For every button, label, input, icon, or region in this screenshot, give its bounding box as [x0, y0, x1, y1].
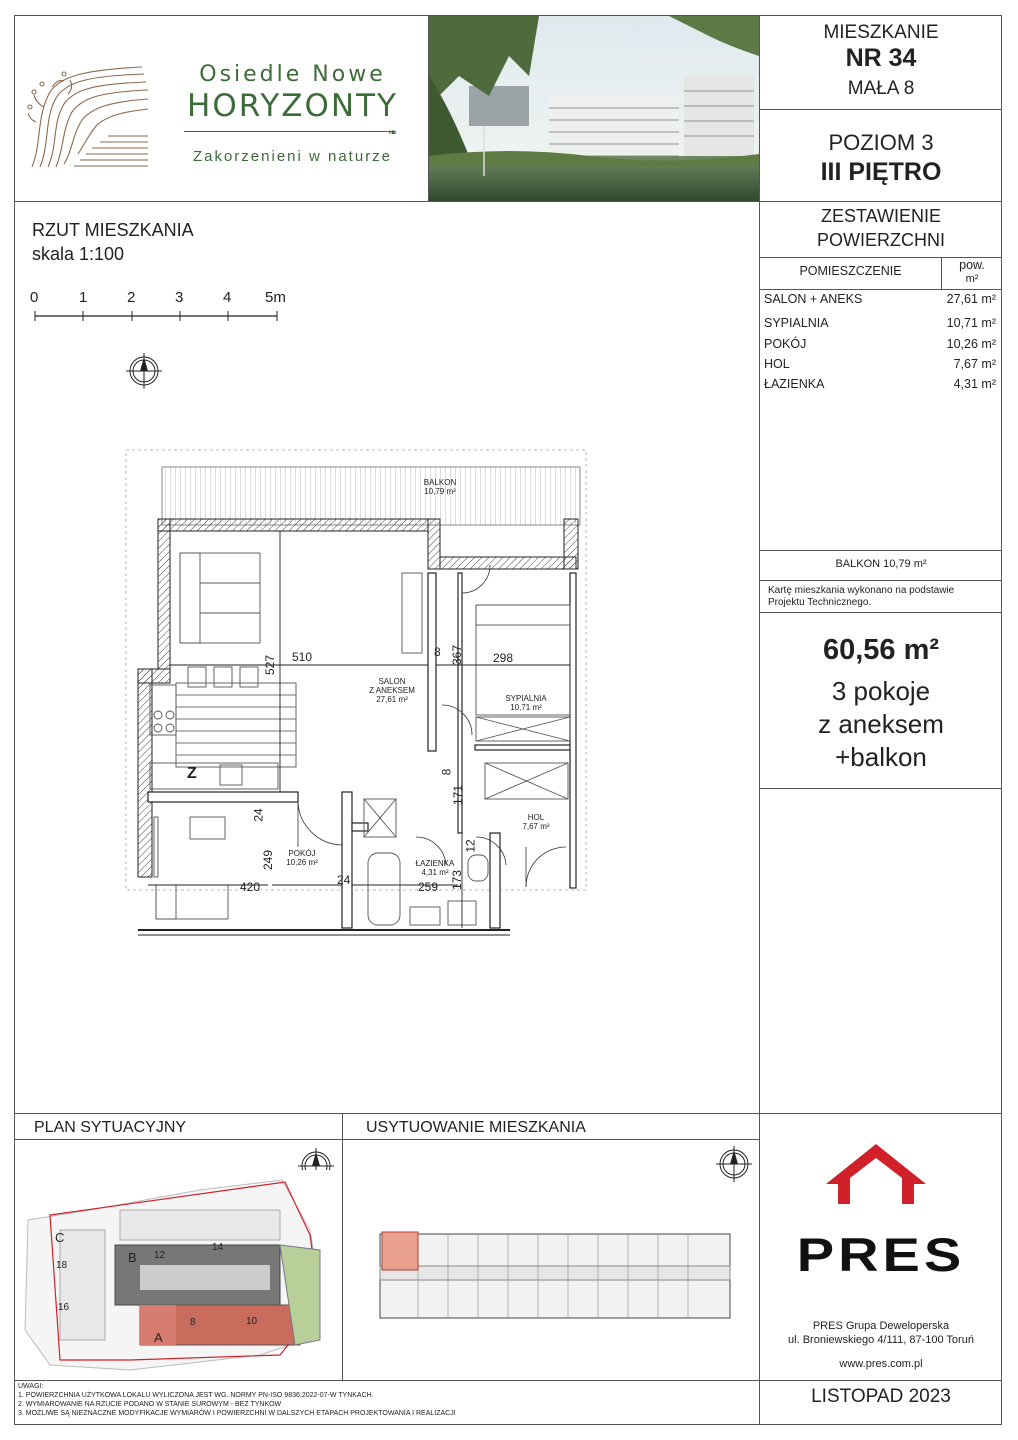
label-lazienka: ŁAZIENKA	[415, 859, 455, 868]
note-item: 2. WYMIAROWANIE NA RZUCIE PODANO W STANIE SUROWYM - BEZ TYNKÓW	[18, 1401, 282, 1408]
plan-title: RZUT MIESZKANIA	[32, 220, 194, 240]
brand-line2: HORYZONTY	[187, 88, 398, 124]
divider	[759, 289, 1002, 290]
label-salon: SALON	[378, 677, 406, 686]
room-name: SYPIALNIA	[764, 316, 829, 330]
project-note: Kartę mieszkania wykonano na podstawie Projektu Technicznego.	[768, 585, 955, 608]
room-name: HOL	[764, 357, 790, 371]
rooms-line3: +balkon	[835, 742, 927, 772]
room-area: 4,31 m²	[953, 377, 996, 391]
scale-tick: 4	[223, 289, 232, 306]
site-plan-title: PLAN SYTUACYJNY	[34, 1119, 187, 1136]
building-photo	[429, 16, 759, 201]
apartment-floor: III PIĘTRO	[820, 158, 942, 186]
floor-plan	[120, 445, 595, 940]
summary-title-1: ZESTAWIENIE	[820, 206, 941, 226]
site-label: 8	[190, 1317, 196, 1328]
divider	[14, 1139, 760, 1140]
building-floor-plan	[378, 1226, 732, 1322]
col-room-header: POMIESZCZENIE	[799, 264, 902, 278]
scale-tick: 0	[30, 289, 39, 306]
dim-label: 24	[337, 873, 351, 887]
divider	[14, 201, 760, 202]
dim-label: 24	[251, 808, 266, 822]
house-logo-icon	[818, 1140, 934, 1206]
divider	[342, 1113, 343, 1380]
scale-tick: 3	[175, 289, 184, 306]
dim-label: 420	[240, 880, 261, 894]
label-lazienka-area: 4,31 m²	[421, 868, 449, 877]
divider	[759, 788, 1002, 789]
room-area: 27,61 m²	[946, 292, 996, 306]
label-pokoj-area: 10,26 m²	[286, 858, 318, 867]
fridge-label: Z	[187, 765, 197, 782]
site-label: C	[55, 1230, 65, 1245]
leaf-icon: ❧	[388, 127, 398, 139]
company-web[interactable]: www.pres.com.pl	[839, 1358, 923, 1370]
brand-underline	[184, 131, 396, 132]
site-label: 10	[246, 1316, 258, 1327]
apartment-label: MIESZKANIE	[823, 22, 939, 43]
total-area: 60,56 m²	[822, 634, 940, 666]
document-date: LISTOPAD 2023	[811, 1386, 951, 1407]
site-label: 16	[58, 1302, 70, 1313]
brand-tagline: Zakorzenieni w naturze	[192, 148, 393, 165]
dim-label: 510	[292, 650, 313, 664]
divider	[14, 1380, 760, 1381]
plan-scale: skala 1:100	[32, 244, 125, 264]
divider	[759, 1380, 1002, 1381]
rooms-line1: 3 pokoje	[831, 676, 931, 706]
rooms-line2: z aneksem	[818, 709, 944, 739]
summary-title-2: POWIERZCHNI	[817, 230, 945, 250]
scale-bar	[30, 308, 282, 324]
site-label: 12	[154, 1250, 166, 1261]
room-name: ŁAZIENKA	[764, 377, 825, 391]
scale-tick: 1	[79, 289, 88, 306]
brand-line1: Osiedle Nowe	[199, 62, 386, 87]
divider	[759, 109, 1002, 110]
dim-label: 8	[434, 645, 441, 659]
room-area: 10,26 m²	[946, 337, 996, 351]
company-logo: PRES	[796, 1227, 966, 1282]
label-hol: HOL	[527, 813, 545, 822]
tree-logo-icon	[22, 62, 162, 172]
notes-title: UWAGI:	[18, 1383, 44, 1390]
label-balkon: BALKON	[423, 478, 457, 487]
label-pokoj: POKÓJ	[288, 849, 316, 858]
north-arrow-icon	[716, 1146, 752, 1182]
balcony-area: BALKON 10,79 m²	[835, 558, 927, 570]
site-plan-map	[20, 1170, 338, 1380]
scale-tick: 2	[127, 289, 136, 306]
scale-tick: 5m	[265, 289, 286, 306]
label-salon-area: 27,61 m²	[376, 695, 408, 704]
dim-label: 527	[263, 654, 278, 676]
label-salon-2: Z ANEKSEM	[369, 686, 415, 695]
apartment-level: POZIOM 3	[828, 130, 934, 155]
label-balkon-area: 10,79 m²	[424, 487, 456, 496]
dim-label: 249	[261, 849, 276, 871]
label-hol-area: 7,67 m²	[522, 822, 550, 831]
note-item: 1. POWIERZCHNIA UŻYTKOWA LOKALU WYLICZONA JEST WG. NORMY PN-ISO 9836:2022-07-W TYNKACH.	[18, 1392, 374, 1399]
apartment-number: NR 34	[845, 44, 917, 72]
room-area: 10,71 m²	[946, 316, 996, 330]
site-label: A	[154, 1330, 163, 1345]
location-title: USYTUOWANIE MIESZKANIA	[366, 1119, 586, 1136]
dim-label: 8	[439, 768, 454, 776]
divider	[759, 580, 1002, 581]
company-address: ul. Broniewskiego 4/111, 87-100 Toruń	[788, 1334, 974, 1346]
divider	[759, 612, 1002, 613]
dim-label: 298	[493, 651, 514, 665]
apartment-street: MAŁA 8	[847, 78, 915, 99]
dim-label: 173	[450, 869, 465, 891]
room-name: POKÓJ	[764, 337, 807, 351]
col-area-header-2: m²	[965, 273, 979, 285]
room-area: 7,67 m²	[953, 357, 996, 371]
divider	[759, 201, 1002, 202]
company-name: PRES Grupa Deweloperska	[812, 1320, 950, 1332]
divider	[759, 550, 1002, 551]
divider	[14, 1113, 1002, 1114]
site-label: B	[128, 1250, 137, 1265]
site-label: 14	[212, 1242, 224, 1253]
site-label: 18	[56, 1260, 68, 1271]
label-sypialnia-area: 10,71 m²	[510, 703, 542, 712]
label-sypialnia: SYPIALNIA	[505, 694, 547, 703]
note-item: 3. MOŻLIWE SĄ NIEZNACZNE MODYFIKACJE WYMIARÓW I POWIERZCHNI W DALSZYCH ETAPACH PROJEKTOWANIA I REALIZACJI	[18, 1410, 456, 1417]
dim-label: 259	[418, 880, 439, 894]
dim-label: 12	[463, 839, 478, 853]
col-area-header-1: pow.	[959, 258, 985, 272]
north-arrow-icon	[126, 353, 162, 389]
dim-label: 171	[451, 784, 466, 806]
dim-label: 367	[450, 644, 465, 666]
room-name: SALON + ANEKS	[764, 292, 863, 306]
